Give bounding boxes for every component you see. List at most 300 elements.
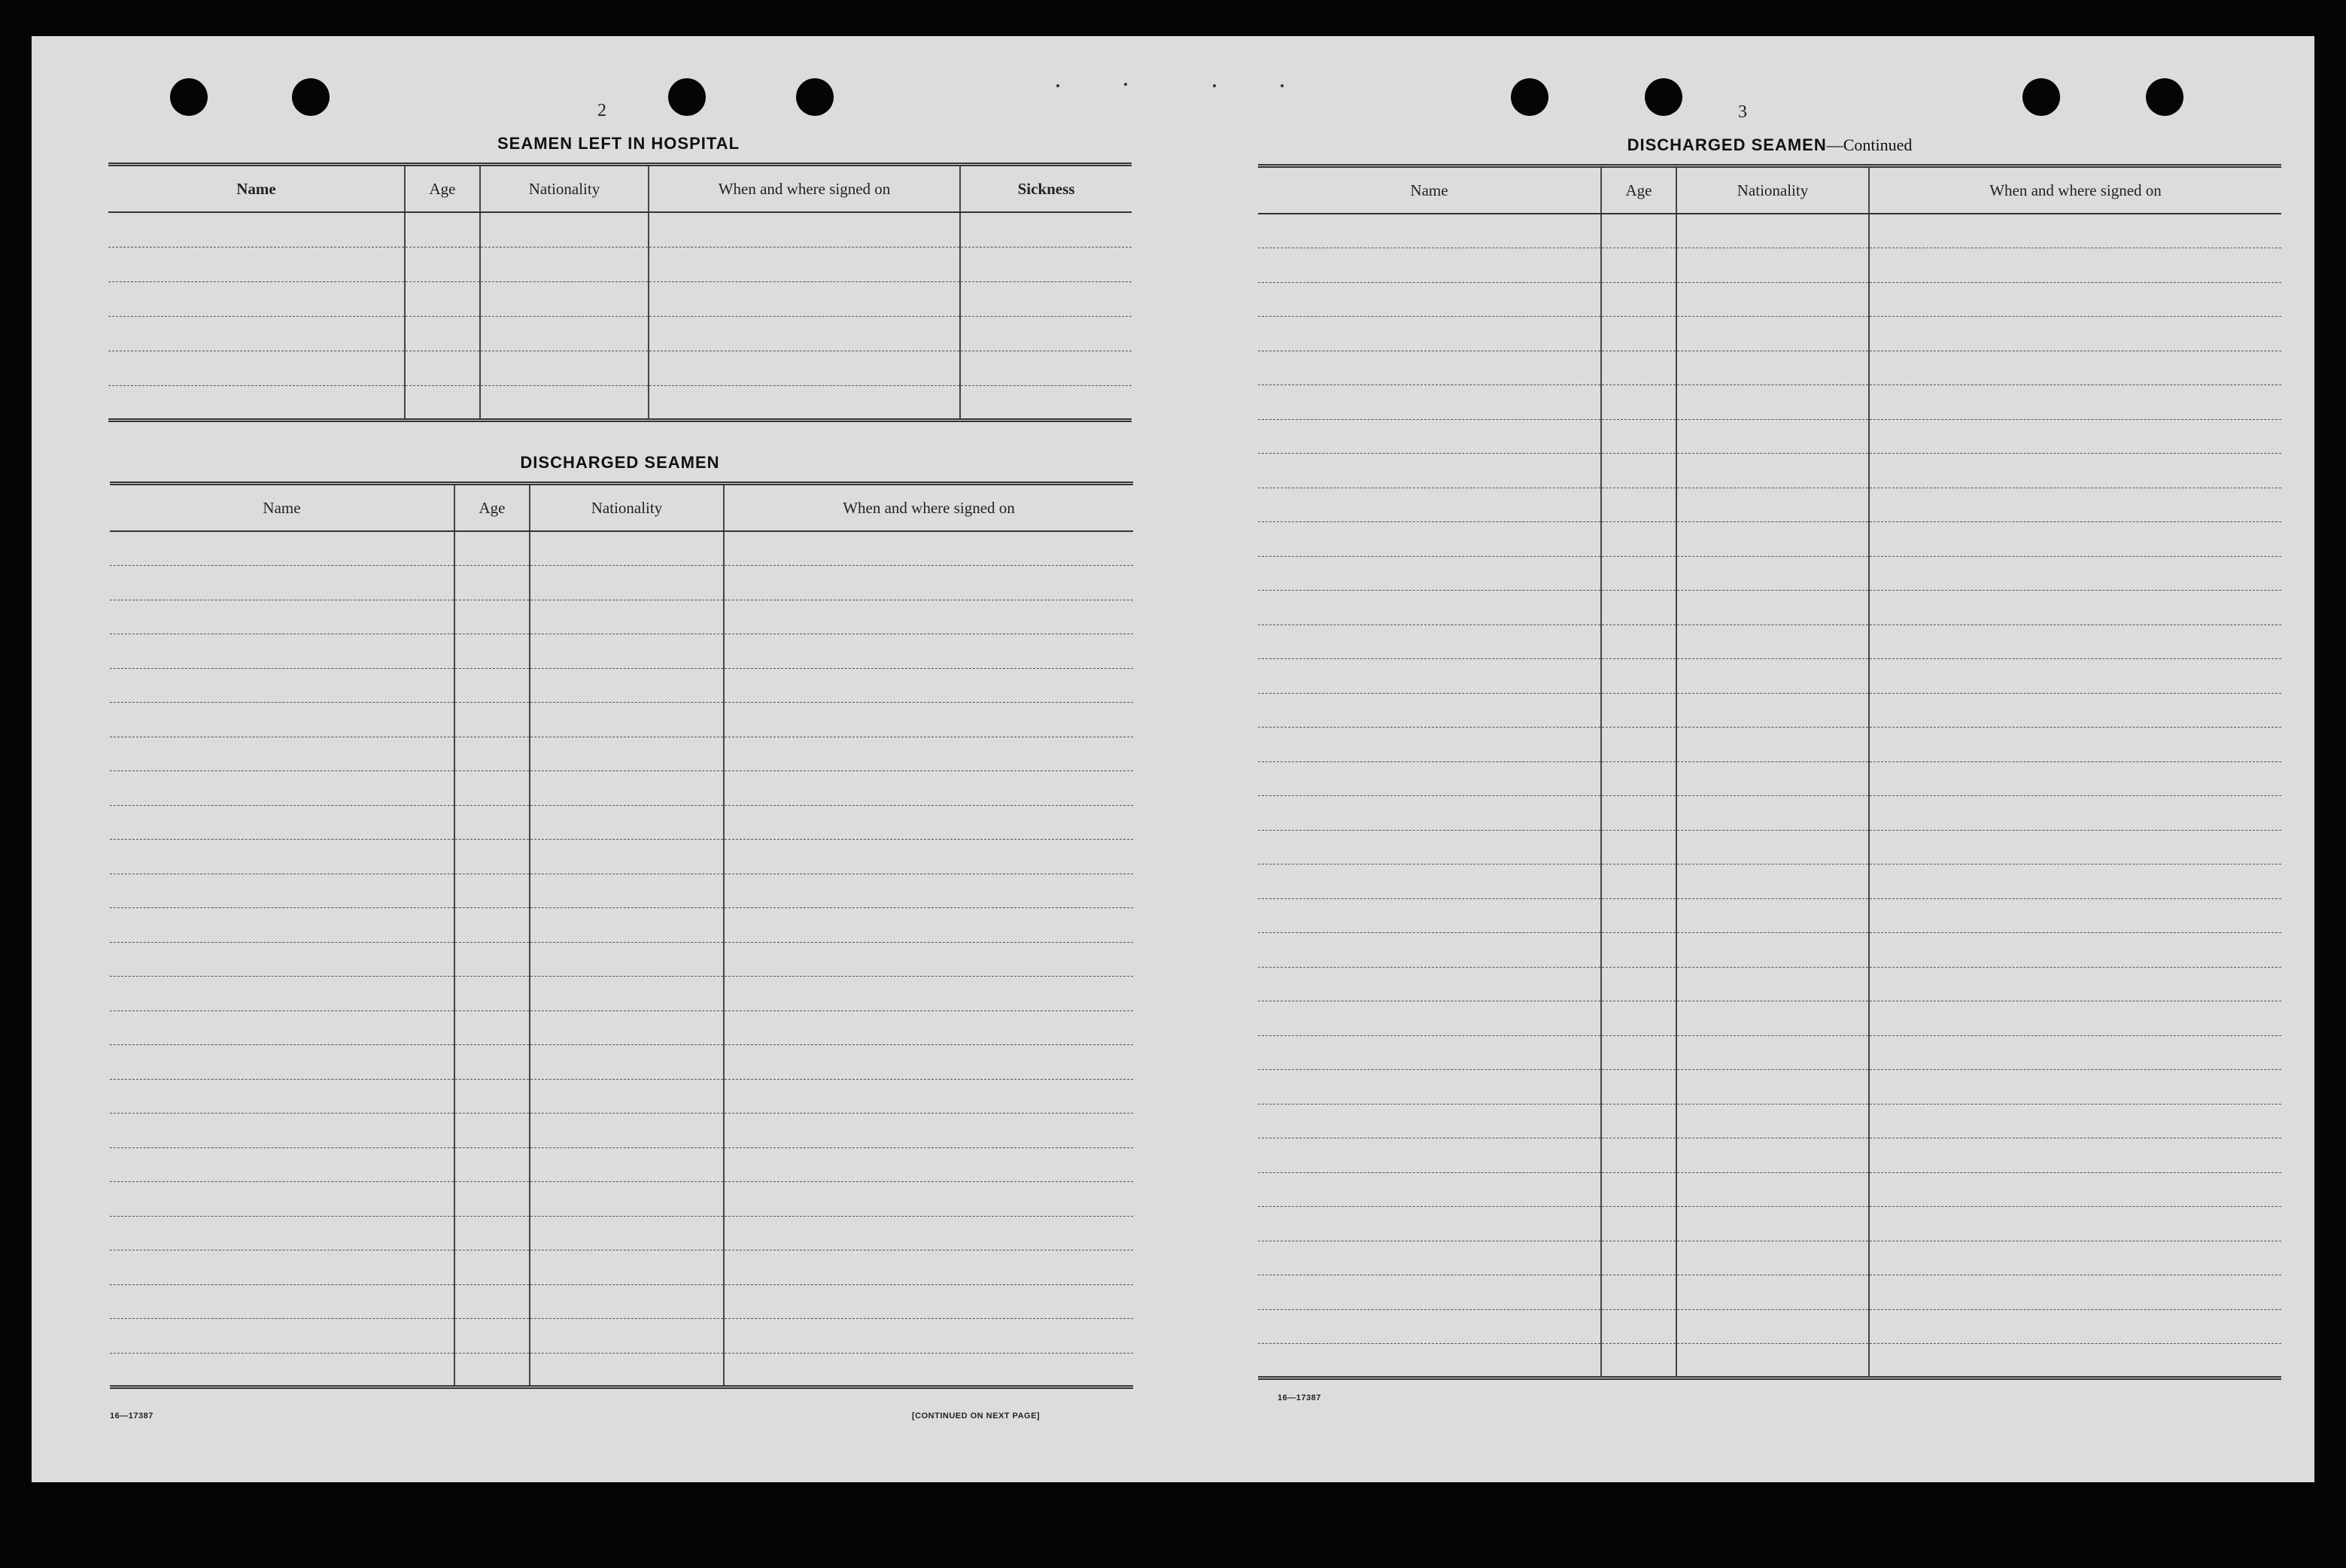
blank-cell	[530, 1216, 724, 1250]
blank-form-row	[110, 1147, 1133, 1182]
blank-cell	[1258, 248, 1601, 283]
blank-form-row	[1258, 967, 2281, 1001]
blank-cell	[1676, 1070, 1869, 1105]
punch-hole	[1511, 78, 1548, 116]
blank-cell	[724, 703, 1133, 737]
discharged-continued-table	[1258, 164, 2281, 1380]
blank-cell	[1676, 898, 1869, 933]
blank-cell	[1869, 591, 2281, 625]
blank-cell	[1676, 967, 1869, 1001]
blank-form-row	[110, 1216, 1133, 1250]
blank-cell	[454, 1353, 530, 1387]
col-header-age: Age	[405, 165, 480, 213]
punch-hole	[1645, 78, 1682, 116]
blank-cell	[110, 737, 454, 771]
blank-cell	[454, 1250, 530, 1285]
blank-cell	[1676, 1344, 1869, 1378]
blank-form-row	[1258, 351, 2281, 385]
blank-cell	[1258, 796, 1601, 831]
blank-cell	[1676, 830, 1869, 865]
blank-form-row	[1258, 591, 2281, 625]
blank-cell	[724, 1182, 1133, 1217]
blank-cell	[1676, 1001, 1869, 1036]
blank-cell	[530, 1182, 724, 1217]
blank-cell	[1601, 214, 1676, 248]
blank-cell	[1869, 1172, 2281, 1207]
blank-cell	[1869, 1070, 2281, 1105]
blank-form-row	[110, 874, 1133, 908]
blank-form-row	[110, 1353, 1133, 1387]
blank-cell	[1258, 898, 1601, 933]
blank-cell	[1601, 796, 1676, 831]
blank-cell	[454, 531, 530, 566]
blank-form-row	[110, 840, 1133, 874]
speck	[1213, 84, 1216, 87]
speck	[1056, 84, 1059, 87]
blank-cell	[110, 908, 454, 943]
blank-form-row	[1258, 522, 2281, 557]
blank-cell	[530, 1114, 724, 1148]
blank-cell	[454, 1147, 530, 1182]
blank-form-row	[110, 668, 1133, 703]
blank-cell	[960, 351, 1132, 385]
col-header-nationality: Nationality	[480, 165, 649, 213]
blank-cell	[1258, 1344, 1601, 1378]
blank-cell	[1676, 933, 1869, 968]
blank-cell	[1258, 385, 1601, 420]
blank-cell	[1258, 454, 1601, 488]
blank-form-row	[1258, 693, 2281, 728]
blank-cell	[1258, 282, 1601, 317]
blank-cell	[480, 351, 649, 385]
blank-form-row	[110, 771, 1133, 806]
blank-cell	[110, 634, 454, 669]
blank-cell	[1869, 317, 2281, 351]
blank-cell	[1601, 761, 1676, 796]
blank-cell	[1258, 1275, 1601, 1310]
blank-cell	[1676, 488, 1869, 522]
col-header-nationality: Nationality	[1676, 166, 1869, 214]
blank-cell	[110, 977, 454, 1011]
blank-cell	[454, 634, 530, 669]
title-suffix: —Continued	[1826, 135, 1913, 154]
blank-cell	[530, 1079, 724, 1114]
blank-cell	[1676, 693, 1869, 728]
blank-cell	[454, 771, 530, 806]
blank-form-row	[110, 703, 1133, 737]
blank-cell	[1601, 488, 1676, 522]
blank-cell	[1869, 385, 2281, 420]
blank-cell	[1601, 385, 1676, 420]
blank-cell	[1676, 556, 1869, 591]
blank-cell	[724, 634, 1133, 669]
blank-form-row	[110, 1284, 1133, 1319]
blank-cell	[530, 840, 724, 874]
blank-cell	[1601, 898, 1676, 933]
blank-cell	[110, 1216, 454, 1250]
blank-cell	[1601, 693, 1676, 728]
blank-form-row	[1258, 214, 2281, 248]
blank-form-row	[1258, 248, 2281, 283]
blank-cell	[454, 703, 530, 737]
blank-cell	[110, 771, 454, 806]
blank-cell	[1676, 591, 1869, 625]
blank-form-row	[108, 351, 1132, 385]
blank-cell	[1869, 1207, 2281, 1241]
blank-cell	[530, 634, 724, 669]
blank-cell	[480, 281, 649, 316]
blank-cell	[1869, 1344, 2281, 1378]
discharged-table	[110, 482, 1133, 1389]
hospital-table	[108, 163, 1132, 422]
blank-form-row	[1258, 1035, 2281, 1070]
blank-cell	[1676, 317, 1869, 351]
blank-cell	[724, 1216, 1133, 1250]
blank-cell	[1676, 1275, 1869, 1310]
blank-cell	[724, 737, 1133, 771]
blank-cell	[110, 874, 454, 908]
blank-form-row	[1258, 761, 2281, 796]
blank-cell	[1869, 624, 2281, 659]
blank-cell	[1601, 1309, 1676, 1344]
blank-cell	[1258, 728, 1601, 762]
blank-cell	[1676, 214, 1869, 248]
blank-cell	[1869, 865, 2281, 899]
blank-cell	[1601, 454, 1676, 488]
blank-cell	[454, 1319, 530, 1354]
blank-cell	[110, 1045, 454, 1080]
blank-form-row	[1258, 419, 2281, 454]
blank-cell	[1258, 317, 1601, 351]
blank-cell	[530, 531, 724, 566]
blank-cell	[1676, 1207, 1869, 1241]
blank-cell	[530, 1353, 724, 1387]
blank-form-row	[1258, 865, 2281, 899]
blank-cell	[1258, 1207, 1601, 1241]
blank-cell	[1258, 761, 1601, 796]
blank-cell	[110, 1319, 454, 1354]
blank-cell	[1676, 659, 1869, 694]
blank-cell	[110, 942, 454, 977]
blank-cell	[1676, 728, 1869, 762]
blank-cell	[724, 1045, 1133, 1080]
blank-cell	[1601, 1070, 1676, 1105]
blank-cell	[649, 316, 960, 351]
blank-cell	[530, 1284, 724, 1319]
blank-cell	[530, 703, 724, 737]
blank-cell	[1869, 1309, 2281, 1344]
blank-cell	[724, 805, 1133, 840]
blank-cell	[110, 668, 454, 703]
blank-form-row	[1258, 933, 2281, 968]
blank-cell	[1869, 1035, 2281, 1070]
blank-cell	[1601, 248, 1676, 283]
blank-cell	[110, 1010, 454, 1045]
blank-cell	[1869, 282, 2281, 317]
blank-cell	[1258, 659, 1601, 694]
blank-cell	[530, 805, 724, 840]
blank-cell	[1869, 556, 2281, 591]
blank-form-row	[110, 977, 1133, 1011]
blank-form-row	[1258, 1275, 2281, 1310]
blank-cell	[1869, 419, 2281, 454]
blank-cell	[108, 351, 405, 385]
blank-cell	[454, 1079, 530, 1114]
blank-cell	[1258, 556, 1601, 591]
blank-cell	[724, 1284, 1133, 1319]
blank-cell	[649, 212, 960, 247]
blank-cell	[480, 385, 649, 420]
blank-cell	[530, 600, 724, 634]
blank-cell	[724, 874, 1133, 908]
blank-cell	[1676, 796, 1869, 831]
blank-cell	[960, 247, 1132, 281]
blank-cell	[110, 1353, 454, 1387]
blank-cell	[1258, 522, 1601, 557]
blank-cell	[1869, 1104, 2281, 1138]
blank-cell	[530, 1319, 724, 1354]
blank-cell	[724, 908, 1133, 943]
blank-cell	[1258, 591, 1601, 625]
blank-cell	[405, 247, 480, 281]
blank-form-row	[110, 737, 1133, 771]
blank-cell	[1258, 967, 1601, 1001]
blank-form-row	[1258, 1241, 2281, 1275]
blank-cell	[960, 212, 1132, 247]
blank-cell	[110, 600, 454, 634]
blank-cell	[480, 316, 649, 351]
col-header-age: Age	[454, 484, 530, 532]
blank-cell	[454, 1216, 530, 1250]
blank-cell	[1258, 351, 1601, 385]
blank-form-row	[110, 1114, 1133, 1148]
blank-form-row	[1258, 1138, 2281, 1173]
punch-hole	[668, 78, 706, 116]
punch-hole	[2146, 78, 2183, 116]
blank-cell	[530, 1045, 724, 1080]
blank-cell	[1676, 522, 1869, 557]
blank-form-row	[110, 908, 1133, 943]
blank-cell	[724, 1147, 1133, 1182]
blank-form-row	[110, 1010, 1133, 1045]
blank-cell	[1601, 1344, 1676, 1378]
blank-cell	[1869, 1241, 2281, 1275]
blank-cell	[110, 1114, 454, 1148]
blank-cell	[1258, 693, 1601, 728]
blank-cell	[1676, 1138, 1869, 1173]
blank-cell	[1676, 385, 1869, 420]
blank-cell	[1869, 522, 2281, 557]
blank-cell	[1601, 351, 1676, 385]
blank-cell	[724, 771, 1133, 806]
blank-cell	[960, 281, 1132, 316]
blank-form-row	[108, 385, 1132, 420]
col-header-sickness: Sickness	[960, 165, 1132, 213]
blank-cell	[454, 874, 530, 908]
blank-cell	[530, 566, 724, 600]
continued-note: [CONTINUED ON NEXT PAGE]	[912, 1412, 1041, 1421]
blank-cell	[454, 668, 530, 703]
blank-cell	[1676, 624, 1869, 659]
punch-hole	[292, 78, 330, 116]
blank-cell	[1601, 556, 1676, 591]
blank-cell	[454, 840, 530, 874]
blank-cell	[1601, 1241, 1676, 1275]
blank-cell	[1676, 1172, 1869, 1207]
blank-cell	[1258, 419, 1601, 454]
blank-cell	[960, 385, 1132, 420]
blank-cell	[1869, 898, 2281, 933]
blank-cell	[1676, 351, 1869, 385]
blank-cell	[405, 212, 480, 247]
blank-form-row	[108, 281, 1132, 316]
punch-hole	[2022, 78, 2060, 116]
blank-form-row	[110, 1250, 1133, 1285]
blank-cell	[454, 977, 530, 1011]
blank-cell	[454, 1045, 530, 1080]
blank-cell	[1869, 830, 2281, 865]
blank-form-row	[1258, 1104, 2281, 1138]
blank-form-row	[110, 805, 1133, 840]
blank-cell	[649, 351, 960, 385]
punch-hole	[796, 78, 834, 116]
blank-cell	[1258, 830, 1601, 865]
blank-cell	[724, 600, 1133, 634]
blank-cell	[1258, 488, 1601, 522]
blank-cell	[724, 1353, 1133, 1387]
blank-cell	[1601, 1172, 1676, 1207]
blank-form-row	[1258, 317, 2281, 351]
page-number-right: 3	[1738, 102, 1747, 122]
col-header-name: Name	[1258, 166, 1601, 214]
blank-cell	[454, 600, 530, 634]
blank-cell	[724, 840, 1133, 874]
blank-cell	[1258, 214, 1601, 248]
blank-cell	[1601, 830, 1676, 865]
blank-cell	[1258, 1035, 1601, 1070]
blank-form-row	[1258, 1207, 2281, 1241]
blank-cell	[724, 977, 1133, 1011]
blank-cell	[108, 281, 405, 316]
blank-cell	[1676, 1309, 1869, 1344]
blank-cell	[454, 737, 530, 771]
blank-cell	[1676, 419, 1869, 454]
blank-cell	[1601, 1138, 1676, 1173]
blank-form-row	[1258, 659, 2281, 694]
blank-cell	[454, 566, 530, 600]
blank-form-row	[110, 1045, 1133, 1080]
blank-cell	[1601, 967, 1676, 1001]
blank-cell	[1258, 1104, 1601, 1138]
form-sheet	[32, 36, 2314, 1482]
blank-cell	[110, 566, 454, 600]
blank-form-row	[1258, 1344, 2281, 1378]
blank-cell	[1869, 1275, 2281, 1310]
discharged-continued-title	[1258, 135, 2281, 155]
col-header-signed-on: When and where signed on	[1869, 166, 2281, 214]
blank-form-row	[110, 600, 1133, 634]
speck	[1281, 84, 1284, 87]
blank-cell	[649, 281, 960, 316]
blank-cell	[1258, 865, 1601, 899]
speck	[1124, 83, 1127, 86]
blank-form-row	[110, 531, 1133, 566]
blank-cell	[110, 805, 454, 840]
col-header-signed-on: When and where signed on	[724, 484, 1133, 532]
blank-cell	[530, 771, 724, 806]
blank-cell	[1869, 248, 2281, 283]
blank-cell	[530, 1010, 724, 1045]
blank-form-row	[1258, 898, 2281, 933]
blank-cell	[1869, 761, 2281, 796]
blank-cell	[724, 1079, 1133, 1114]
blank-cell	[1676, 1104, 1869, 1138]
blank-cell	[405, 281, 480, 316]
blank-form-row	[108, 316, 1132, 351]
blank-cell	[1601, 317, 1676, 351]
blank-cell	[1676, 1241, 1869, 1275]
blank-form-row	[110, 1182, 1133, 1217]
blank-cell	[1258, 624, 1601, 659]
blank-cell	[1601, 933, 1676, 968]
blank-cell	[1869, 693, 2281, 728]
blank-cell	[724, 1250, 1133, 1285]
blank-form-row	[108, 212, 1132, 247]
blank-cell	[1601, 1207, 1676, 1241]
blank-cell	[1601, 522, 1676, 557]
blank-cell	[405, 316, 480, 351]
punch-hole	[170, 78, 208, 116]
blank-form-row	[1258, 1001, 2281, 1036]
blank-form-row	[110, 1079, 1133, 1114]
blank-cell	[110, 1147, 454, 1182]
col-header-age: Age	[1601, 166, 1676, 214]
blank-form-row	[1258, 728, 2281, 762]
blank-cell	[1869, 728, 2281, 762]
blank-cell	[1601, 865, 1676, 899]
blank-cell	[530, 977, 724, 1011]
blank-cell	[530, 908, 724, 943]
blank-cell	[454, 1114, 530, 1148]
blank-cell	[454, 805, 530, 840]
blank-form-row	[1258, 556, 2281, 591]
blank-form-row	[110, 1319, 1133, 1354]
blank-cell	[110, 1182, 454, 1217]
blank-cell	[1601, 1035, 1676, 1070]
page-number-left: 2	[597, 101, 606, 120]
blank-cell	[1258, 1309, 1601, 1344]
blank-form-row	[108, 247, 1132, 281]
blank-cell	[405, 385, 480, 420]
blank-cell	[1601, 419, 1676, 454]
blank-cell	[530, 1147, 724, 1182]
blank-cell	[454, 1182, 530, 1217]
blank-form-row	[1258, 1070, 2281, 1105]
blank-cell	[1869, 659, 2281, 694]
blank-cell	[724, 668, 1133, 703]
blank-cell	[1258, 1001, 1601, 1036]
blank-cell	[530, 1250, 724, 1285]
blank-cell	[110, 531, 454, 566]
col-header-name: Name	[110, 484, 454, 532]
blank-cell	[454, 942, 530, 977]
blank-cell	[1601, 624, 1676, 659]
blank-form-row	[1258, 624, 2281, 659]
blank-cell	[724, 566, 1133, 600]
blank-cell	[1601, 1001, 1676, 1036]
blank-cell	[1869, 214, 2281, 248]
blank-cell	[1869, 1138, 2281, 1173]
